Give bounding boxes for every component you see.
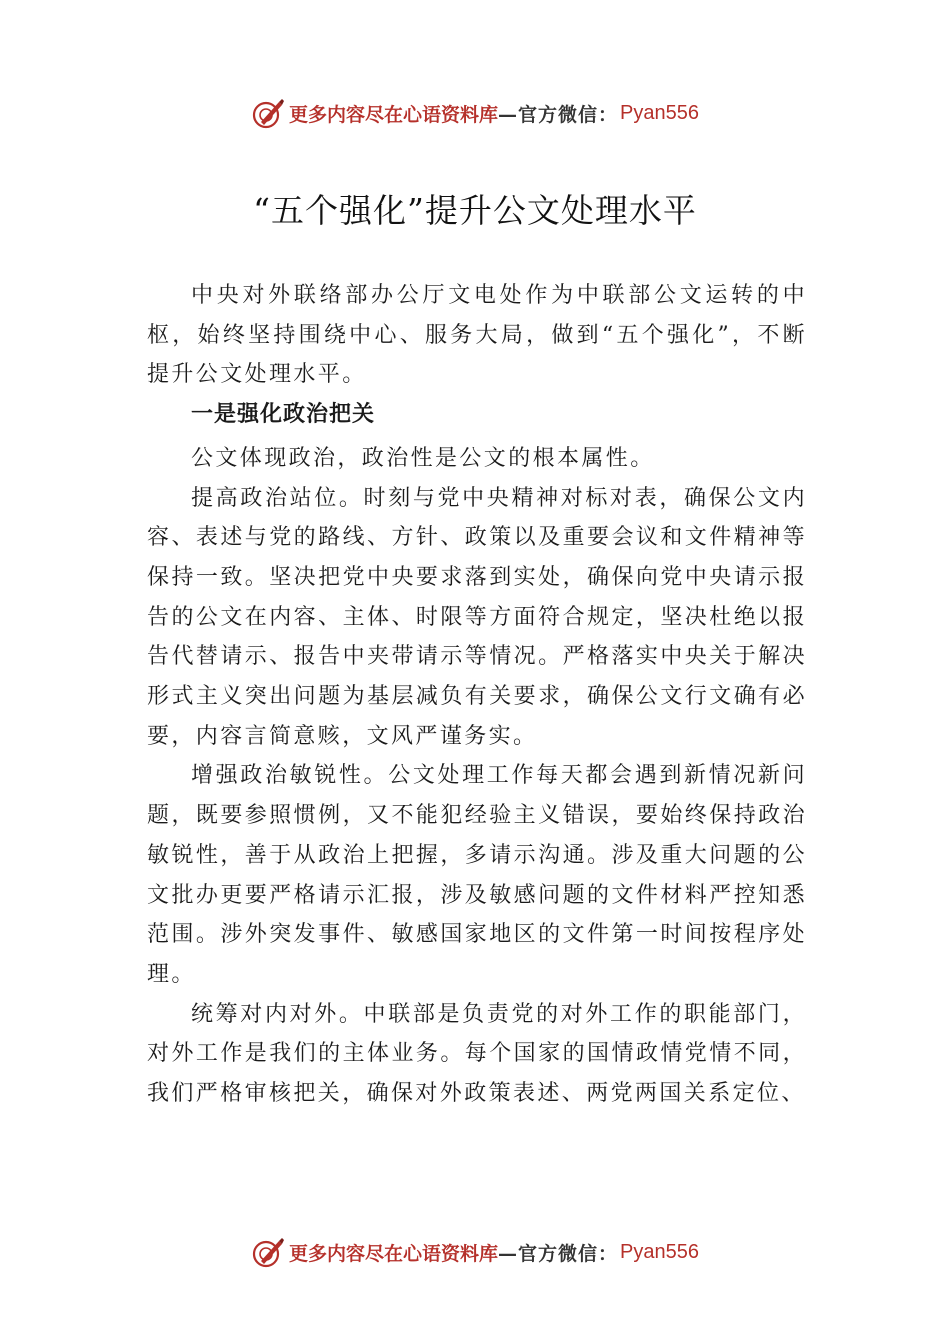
document-body (147, 276, 807, 1114)
header-watermark-banner (0, 93, 950, 133)
banner-wechat-id: Pyan556 (620, 101, 699, 124)
banner-site-text: 更多内容尽在心语资料库 (289, 103, 499, 126)
body-paragraph: 统筹对内对外。中联部是负责党的对外工作的职能部门，对外工作是我们的主体业务。每个国家的国情政情党情不同，我们严格审核把关，确保对外政策表述、两党两国关系定位、 (147, 1001, 807, 1107)
document-title: “五个强化”提升公文处理水平 (253, 191, 697, 230)
section-heading: 一是强化政治把关 (191, 402, 376, 428)
pen-logo-icon (251, 96, 285, 130)
banner-site-text: 更多内容尽在心语资料库 (289, 1242, 499, 1265)
pen-logo-icon (251, 1235, 285, 1269)
body-paragraph: 增强政治敏锐性。公文处理工作每天都会遇到新情况新问题，既要参照惯例，又不能犯经验主义错误，要始终保持政治敏锐性，善于从政治上把握，多请示沟通。涉及重大问题的公文批办更要严格请示汇报，涉及敏感问题的文件材料严控知悉范围。涉外突发事件、敏感国家地区的文件第一时间按程序处理。 (147, 763, 807, 987)
banner-wechat-id: Pyan556 (620, 1240, 699, 1263)
body-paragraph: 提高政治站位。时刻与党中央精神对标对表，确保公文内容、表述与党的路线、方针、政策以及重要会议和文件精神等保持一致。坚决把党中央要求落到实处，确保向党中央请示报告的公文在内容、主体、时限等方面符合规定，坚决杜绝以报告代替请示、报告中夹带请示等情况。严格落实中央关于解决形式主义突出问题为基层减负有关要求，确保公文行文确有必要，内容言简意赅，文风严谨务实。 (147, 485, 807, 749)
intro-paragraph: 中央对外联络部办公厅文电处作为中联部公文运转的中枢，始终坚持围绕中心、服务大局，做到“五个强化”，不断提升公文处理水平。 (147, 283, 807, 388)
banner-wechat-label: —官方微信： (498, 1242, 619, 1265)
body-paragraph: 公文体现政治，政治性是公文的根本属性。 (191, 445, 655, 471)
banner-wechat-label: —官方微信： (498, 103, 619, 126)
footer-watermark-banner (0, 1232, 950, 1272)
